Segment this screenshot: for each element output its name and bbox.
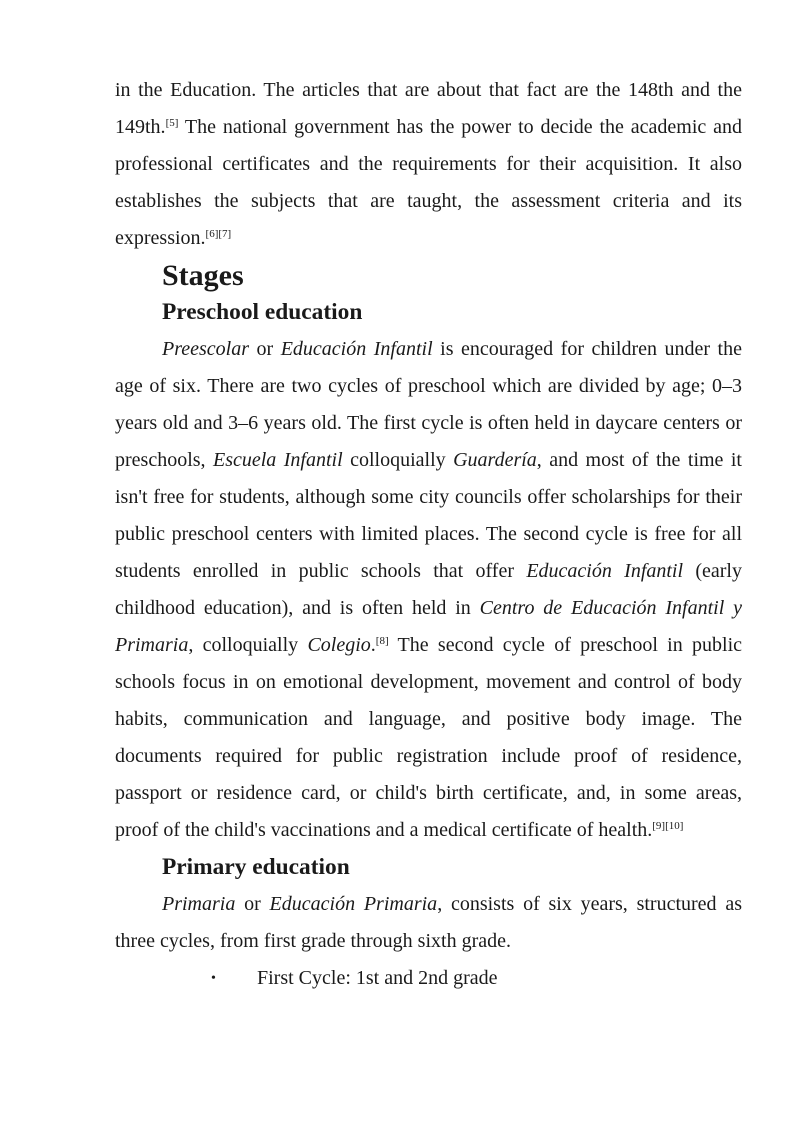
term-centro-educacion: Centro de Educación Infantil y Primaria bbox=[115, 597, 742, 656]
term-educacion-infantil-2: Educación Infantil bbox=[526, 560, 684, 582]
intro-paragraph bbox=[115, 72, 742, 257]
citation-6-7[interactable]: [6][7] bbox=[205, 228, 232, 240]
citation-5[interactable]: [5] bbox=[165, 117, 179, 129]
preschool-text-4: , and most of the time it isn't free for students, although some city councils offer scholarships for their public preschool centers with limited places. The second cycle is free for all students enrolled in public schools that offer bbox=[115, 449, 742, 582]
primary-text-2: , consists of six years, structured as three cycles, from first grade through sixth grade. bbox=[115, 893, 742, 952]
preschool-text-5: (early childhood education), and is often held in bbox=[115, 560, 742, 619]
term-colegio: Colegio bbox=[307, 634, 371, 656]
term-guarderia: Guardería bbox=[453, 449, 537, 471]
term-educacion-primaria: Educación Primaria bbox=[269, 893, 438, 915]
preschool-text-8: The second cycle of preschool in public schools focus in on emotional development, movement and control of body habits, communication and language, and positive body image. The documents required for public registration include proof of residence, passport or residence card, or child's birth certificate, and, in some areas, proof of the child's vaccinations and a medical certificate of health. bbox=[115, 634, 742, 841]
preschool-text-3: colloquially bbox=[342, 449, 454, 471]
heading-preschool-education: Preschool education bbox=[162, 299, 363, 325]
term-educacion-infantil: Educación Infantil bbox=[280, 338, 433, 360]
intro-text-2: The national government has the power to decide the academic and professional certificates and the requirements for their acquisition. It also establishes the subjects that are taught, the assessment criteria and its expression. bbox=[115, 116, 742, 249]
term-primaria: Primaria bbox=[162, 893, 236, 915]
preschool-text-2: is encouraged for children under the age of six. There are two cycles of preschool which are divided by age; 0–3 years old and 3–6 years old. The first cycle is often held in daycare centers or preschools, bbox=[115, 338, 742, 471]
preschool-text-1: or bbox=[249, 338, 281, 360]
preschool-paragraph bbox=[115, 331, 742, 849]
primary-text-1: or bbox=[235, 893, 270, 915]
list-item-text: First Cycle: 1st and 2nd grade bbox=[257, 967, 498, 989]
primary-paragraph bbox=[115, 886, 742, 960]
term-escuela-infantil: Escuela Infantil bbox=[212, 449, 343, 471]
citation-9-10[interactable]: [9][10] bbox=[652, 820, 684, 832]
preschool-text-7: . bbox=[370, 634, 376, 656]
bullet-icon: • bbox=[211, 971, 216, 986]
intro-text-1: in the Education. The articles that are about that fact are the 148th and the 149th. bbox=[115, 79, 742, 138]
heading-primary-education: Primary education bbox=[162, 854, 350, 880]
list-item bbox=[115, 960, 742, 997]
term-preescolar: Preescolar bbox=[162, 338, 250, 360]
citation-8[interactable]: [8] bbox=[375, 635, 389, 647]
preschool-text-6: , colloquially bbox=[188, 634, 308, 656]
heading-stages: Stages bbox=[162, 259, 244, 292]
